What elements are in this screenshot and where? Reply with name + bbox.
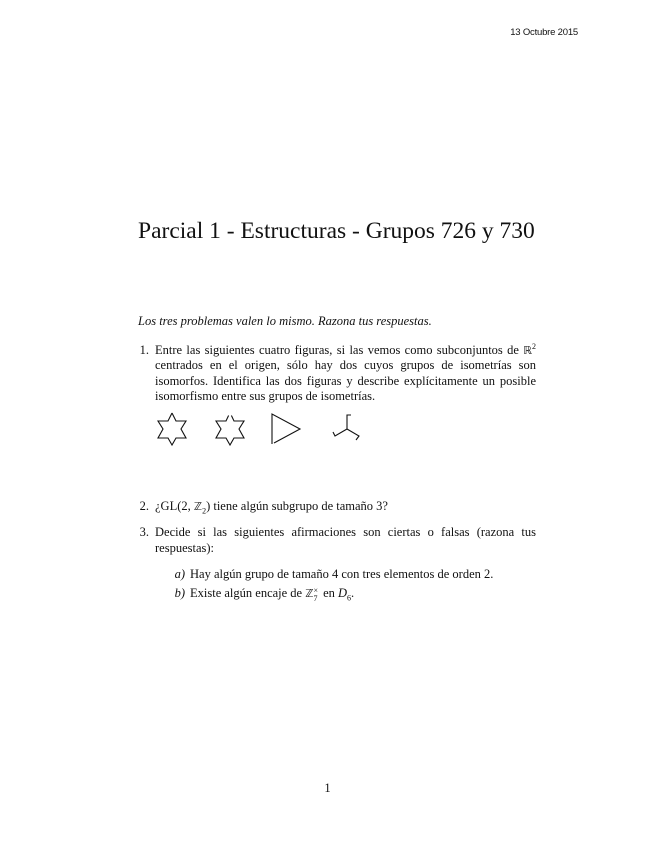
- subscript: 7: [313, 593, 318, 603]
- sub-items: [155, 567, 536, 602]
- dihedral-group-symbol: D: [338, 586, 348, 601]
- sub-item-label: b): [174, 586, 185, 601]
- problem-text: ¿GL(2,: [155, 499, 194, 514]
- sub-item-text-part: .: [351, 586, 355, 601]
- problem-body: [149, 343, 536, 454]
- sub-item-text: Hay algún grupo de tamaño 4 con tres elementos de orden 2.: [190, 567, 494, 582]
- problem-1: [130, 343, 536, 454]
- problem-body: [149, 525, 536, 602]
- problem-number: 2.: [139, 499, 149, 514]
- problem-2: [130, 499, 536, 514]
- subscript: 2: [202, 506, 207, 516]
- star-figure-gapped: [213, 411, 247, 447]
- page-title: Parcial 1 - Estructuras - Grupos 726 y 730: [138, 218, 535, 244]
- exponent: 2: [532, 341, 536, 351]
- problem-text: Entre las siguientes cuatro figuras, si las vemos como subconjuntos de: [155, 343, 524, 357]
- sub-item-label: a): [174, 567, 185, 582]
- problem-text: Decide si las siguientes afirmaciones son ciertas o falsas (razona tus respuestas):: [155, 525, 536, 555]
- subscript: 6: [347, 593, 352, 603]
- problem-3: [130, 525, 536, 602]
- sub-item-a: [163, 567, 536, 582]
- problem-text: ) tiene algún subgrupo de tamaño 3?: [206, 499, 388, 514]
- integers-symbol: ℤ: [305, 587, 314, 601]
- superscript: ×: [313, 585, 318, 595]
- sub-item-text-part: en: [319, 586, 339, 601]
- page-number: 1: [324, 781, 331, 795]
- figures-row: [155, 411, 536, 454]
- instructions-text: Los tres problemas valen lo mismo. Razona tus respuestas.: [138, 314, 432, 328]
- script-stack: [313, 587, 318, 603]
- date-header: 13 Octubre 2015: [510, 27, 578, 38]
- star-figure-full: [155, 411, 189, 447]
- problem-list: [130, 343, 536, 603]
- problem-text: centrados en el origen, sólo hay dos cuyos grupos de isometrías son isomorfos. Identifica las dos figuras y describe explícitamente un posible isomorfismo entre sus grupos de isometrías.: [155, 358, 536, 403]
- problem-body: [149, 499, 536, 514]
- problem-number: 1.: [139, 343, 149, 357]
- triangle-figure-open: [269, 411, 303, 449]
- problem-number: 3.: [139, 525, 149, 540]
- real-numbers-symbol: ℝ: [523, 344, 532, 357]
- tripod-figure: [327, 411, 363, 449]
- sub-item-text: [190, 586, 536, 602]
- sub-item-b: [163, 586, 536, 602]
- integers-symbol: ℤ: [193, 500, 203, 514]
- sub-item-text-part: Existe algún encaje de: [190, 586, 306, 601]
